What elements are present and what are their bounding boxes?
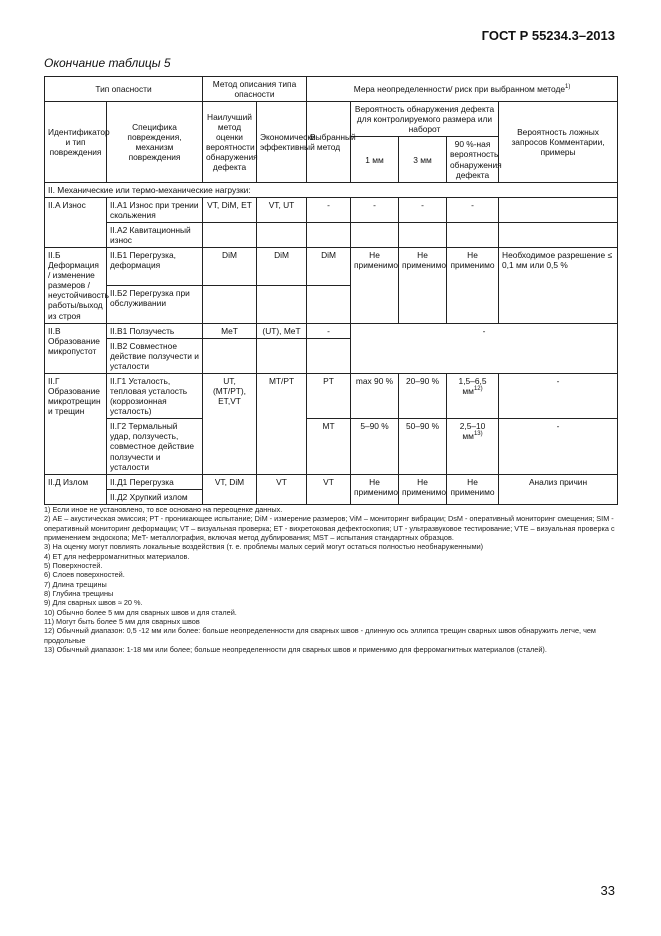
comment-cell: - [499, 373, 618, 418]
col-3mm: 3 мм [399, 137, 447, 182]
best-cell: VT, DiM [203, 474, 257, 504]
value-cell: 5–90 % [351, 419, 399, 474]
empty-cell [447, 222, 499, 247]
spec-cell: II.Г1 Усталость, тепловая усталость (коррозионная усталость) [107, 373, 203, 418]
header-row-1 [45, 77, 618, 102]
best-cell: MeT [203, 323, 257, 338]
footnote: 8) Глубина трещины [44, 588, 114, 598]
empty-cell [351, 222, 399, 247]
chosen-cell: DiM [307, 248, 351, 286]
footnote: 3) На оценку могут повлиять локальные воздействия (т. е. проблемы малых серий могут остаться полностью необнаруженными) [44, 542, 484, 552]
empty-cell [307, 285, 351, 323]
value-cell: Не применимо [447, 248, 499, 324]
footnote: 7) Длина трещины [44, 579, 107, 589]
econ-cell: MT/PT [257, 373, 307, 474]
col-group-prob: Вероятность обнаружения дефекта для контролируемого размера или наборот [351, 102, 499, 137]
footnote: 10) Обычно более 5 мм для сварных швов и для сталей. [44, 607, 237, 617]
empty-cell [203, 338, 257, 373]
empty-cell [257, 338, 307, 373]
empty-cell [203, 285, 257, 323]
econ-cell: (UT), MeT [257, 323, 307, 338]
econ-cell: DiM [257, 248, 307, 286]
footnote: 11) Могут быть более 5 мм для сварных швов [44, 616, 200, 626]
chosen-cell: VT [307, 474, 351, 504]
header-row-2 [45, 102, 618, 137]
col-chosen: Выбранный метод [307, 102, 351, 183]
col-spec: Специфика повреждения, механизм повреждения [107, 102, 203, 183]
spec-cell: II.B1 Ползучесть [107, 323, 203, 338]
page-number: 33 [600, 883, 615, 898]
ident-cell: II.Д Излом [45, 474, 107, 504]
value-cell: 50–90 % [399, 419, 447, 474]
spec-cell: II.Д2 Хрупкий излом [107, 489, 203, 504]
table-row-c1 [45, 323, 618, 338]
col-econ: Экономически эффективный [257, 102, 307, 183]
table-row-e1 [45, 474, 618, 489]
footnotes [44, 505, 617, 654]
empty-cell [257, 285, 307, 323]
table-row-d1 [45, 373, 618, 418]
best-cell: VT, DiM, ET [203, 197, 257, 222]
econ-cell: VT, UT [257, 197, 307, 222]
col-90pct: 90 %-ная вероятность обнаружения дефекта [447, 137, 499, 182]
standard-number: ГОСТ Р 55234.3–2013 [481, 28, 615, 43]
empty-cell [257, 222, 307, 247]
comment-cell [499, 197, 618, 222]
ident-cell: II.A Износ [45, 197, 107, 247]
chosen-cell: MT [307, 419, 351, 474]
empty-cell [203, 222, 257, 247]
spec-cell: II.Д1 Перегрузка [107, 474, 203, 489]
spec-cell: II.B2 Совместное действие ползучести и усталости [107, 338, 203, 373]
table-caption: Окончание таблицы 5 [44, 56, 171, 70]
chosen-cell: - [307, 323, 351, 338]
value-cell: - [351, 323, 618, 373]
col-best: Наилучший метод оценки вероятности обнаружения дефекта [203, 102, 257, 183]
best-cell: DiM [203, 248, 257, 286]
value-cell: - [307, 197, 351, 222]
value-cell: - [351, 197, 399, 222]
econ-cell: VT [257, 474, 307, 504]
empty-cell [399, 222, 447, 247]
footnote: 2) АЕ – акустическая эмиссия; PT - проникающее испытание; DiM - измерение размеров; ViM – мониторинг вибрации; DsM - оперативный мониторинг смещения; SIM - оперативный мониторинг деформации; VT – визуальная проверка; ET - вихретоковая дефектоскопия; UT - ультразвуковое тестирование; VTE – визуальная проверка с применением эндоскопа; MeT- металлография, включая метод дублирования; MST – испытания стандартных образцов. [44, 514, 615, 542]
footnote: 5) Поверхностей. [44, 560, 103, 570]
value-cell: Не применимо [399, 248, 447, 324]
spec-cell: II.A2 Кавитационный износ [107, 222, 203, 247]
damage-detection-table [44, 76, 618, 505]
table-row-a1 [45, 197, 618, 222]
empty-cell [499, 222, 618, 247]
value-cell: Не применимо [447, 474, 499, 504]
value-cell: 2,5–10 $мм^{13)}$ [447, 419, 499, 474]
ident-cell: II.B Образование микропустот [45, 323, 107, 373]
comment-cell: - [499, 419, 618, 474]
section-title: II. Механические или термо-механические нагрузки: [45, 182, 618, 197]
footnote: 6) Слоев поверхностей. [44, 570, 125, 580]
footnote: 4) ET для неферромагнитных материалов. [44, 551, 190, 561]
value-cell: Не применимо [351, 474, 399, 504]
section-row [45, 182, 618, 197]
ident-cell: II.Г Образование микротрещин и трещин [45, 373, 107, 474]
spec-cell: II.Б2 Перегрузка при обслуживании [107, 285, 203, 323]
footnote: 9) Для сварных швов ≈ 20 %. [44, 598, 143, 608]
best-cell: UT, (MT/PT), ET,VT [203, 373, 257, 474]
col-group-method: Метод описания типа опасности [203, 77, 307, 102]
table-row-b1 [45, 248, 618, 286]
footnote: 13) Обычный диапазон: 1-18 мм или более; больше неопределенности для сварных швов и применимо для ферромагнитных материалов (сталей). [44, 644, 547, 654]
comment-cell: Необходимое разрешение ≤ 0,1 мм или 0,5 % [499, 248, 618, 324]
table-row-d2 [45, 419, 618, 474]
value-cell: Не применимо [351, 248, 399, 324]
col-false: Вероятность ложных запросов Комментарии, примеры [499, 102, 618, 183]
col-ident: Идентификатор и тип повреждения [45, 102, 107, 183]
value-cell: max 90 % [351, 373, 399, 418]
value-cell: 1,5–6,5 $мм^{12)}$ [447, 373, 499, 418]
comment-cell: Анализ причин [499, 474, 618, 504]
col-group-measure: Мера неопределенности/ риск при выбранном методе$^{1)}$ [307, 77, 618, 102]
table-row-a2 [45, 222, 618, 247]
value-cell: - [399, 197, 447, 222]
spec-cell: II.Г2 Термальный удар, ползучесть, совместное действие ползучести и усталости [107, 419, 203, 474]
ident-cell: II.Б Деформация / изменение размеров /неустойчивость работы/выход из строя [45, 248, 107, 324]
value-cell: - [447, 197, 499, 222]
footnote: 1) Если иное не установлено, то все основано на переоценке данных. [44, 505, 283, 514]
empty-cell [307, 338, 351, 373]
chosen-cell: PT [307, 373, 351, 418]
spec-cell: II.Б1 Перегрузка, деформация [107, 248, 203, 286]
col-group-type: Тип опасности [45, 77, 203, 102]
value-cell: Не применимо [399, 474, 447, 504]
footnote: 12) Обычный диапазон: 0,5 -12 мм или более: больше неопределенности для сварных швов - длинную ось эллипса трещин сварных швов обнаружить легче, чем продольные [44, 626, 596, 645]
spec-cell: II.A1 Износ при трении скольжения [107, 197, 203, 222]
col-1mm: 1 мм [351, 137, 399, 182]
value-cell: 20–90 % [399, 373, 447, 418]
empty-cell [307, 222, 351, 247]
